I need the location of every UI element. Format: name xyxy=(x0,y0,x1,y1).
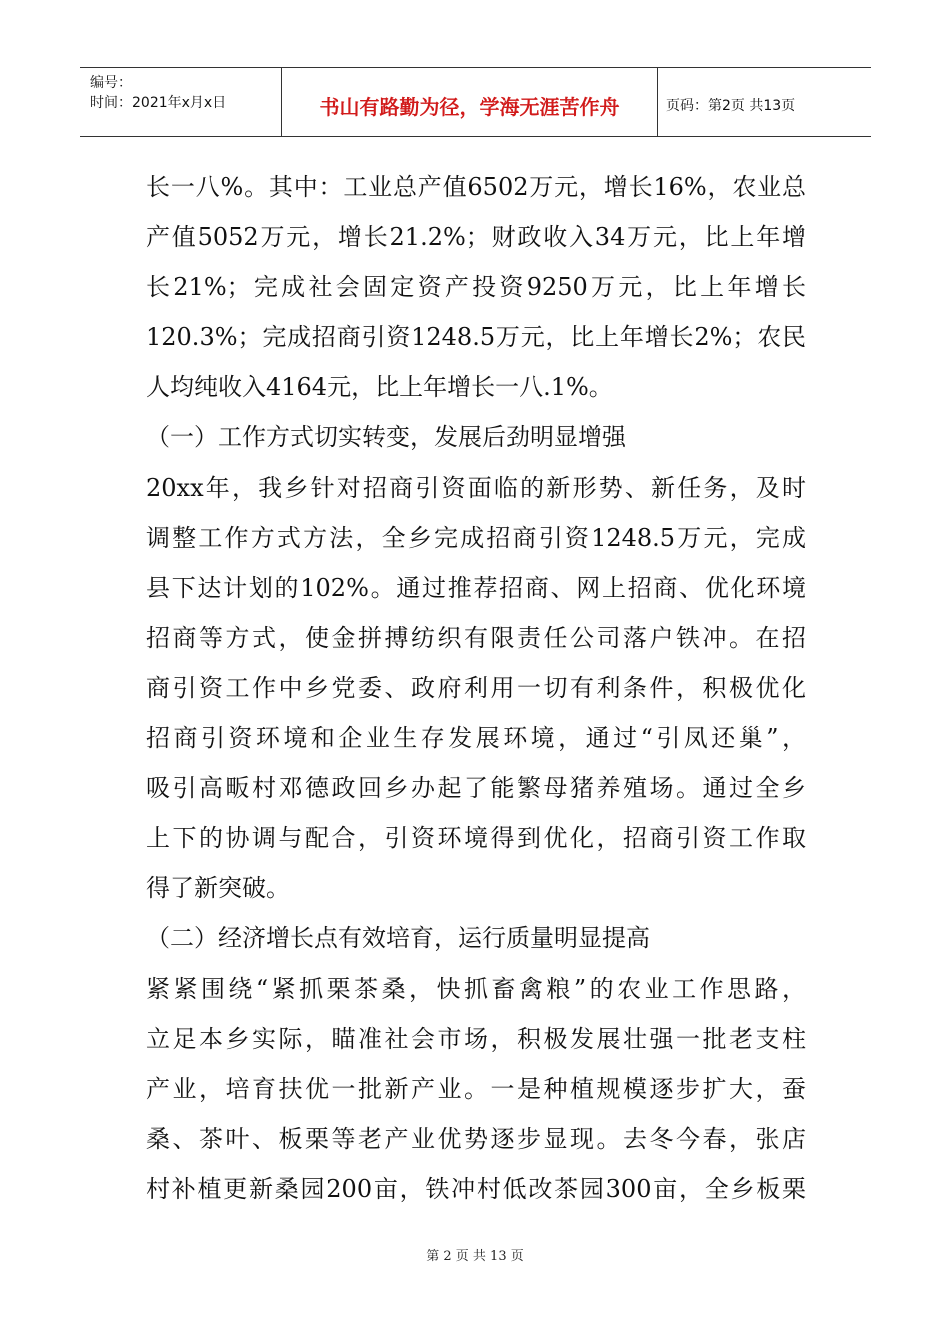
body-text-line: 桑、茶叶、板栗等老产业优势逐步显现。去冬今春，张店 xyxy=(146,1124,806,1153)
body-text-line: 商引资工作中乡党委、政府利用一切有利条件，积极优化 xyxy=(146,673,806,702)
body-text-line: 长21%；完成社会固定资产投资9250万元，比上年增长 xyxy=(146,273,806,302)
body-text-line: 县下达计划的102%。通过推荐招商、网上招商、优化环境 xyxy=(146,573,806,602)
body-text-line: 上下的协调与配合，引资环境得到优化，招商引资工作取 xyxy=(146,824,806,853)
page-header xyxy=(80,67,871,137)
body-text-line: 产值5052万元，增长21.2%；财政收入34万元，比上年增 xyxy=(146,223,806,252)
body-text-line: 长一八%。其中：工业总产值6502万元，增长16%，农业总 xyxy=(146,173,806,201)
body-text-line: 村补植更新桑园200亩，铁冲村低改茶园300亩，全乡板栗 xyxy=(146,1174,806,1203)
body-text-line: 人均纯收入4164元，比上年增长一八.1%。 xyxy=(146,373,613,402)
header-motto: 书山有路勤为径，学海无涯苦作舟 xyxy=(282,68,658,136)
body-text-line: （二）经济增长点有效培育，运行质量明显提高 xyxy=(146,924,650,953)
document-body xyxy=(146,162,806,1214)
header-meta xyxy=(80,68,282,136)
page-footer: 第 2 页 共 13 页 xyxy=(426,1249,524,1264)
document-time-label: 时间：2021年x月x日 xyxy=(90,95,227,111)
body-text-line: （一）工作方式切实转变，发展后劲明显增强 xyxy=(146,423,626,452)
body-text-line: 调整工作方式方法，全乡完成招商引资1248.5万元，完成 xyxy=(146,523,806,552)
body-text-line: 产业，培育扶优一批新产业。一是种植规模逐步扩大，蚕 xyxy=(146,1074,806,1103)
header-page-info: 页码：第2页 共13页 xyxy=(666,98,796,114)
body-text-line: 招商等方式，使金拼搏纺织有限责任公司落户铁冲。在招 xyxy=(146,623,806,652)
body-text-line: 得了新突破。 xyxy=(146,874,290,903)
body-text-line: 120.3%；完成招商引资1248.5万元，比上年增长2%；农民 xyxy=(146,323,806,352)
body-text-line: 立足本乡实际，瞄准社会市场，积极发展壮强一批老支柱 xyxy=(146,1024,806,1053)
body-text-line: 招商引资环境和企业生存发展环境，通过“引凤还巢”， xyxy=(146,724,806,753)
body-text-line: 吸引高畈村邓德政回乡办起了能繁母猪养殖场。通过全乡 xyxy=(146,774,806,803)
body-text-line: 紧紧围绕“紧抓栗茶桑，快抓畜禽粮”的农业工作思路， xyxy=(146,974,806,1003)
body-text-line: 20xx年，我乡针对招商引资面临的新形势、新任务，及时 xyxy=(146,473,806,502)
document-number-label: 编号： xyxy=(90,75,132,91)
